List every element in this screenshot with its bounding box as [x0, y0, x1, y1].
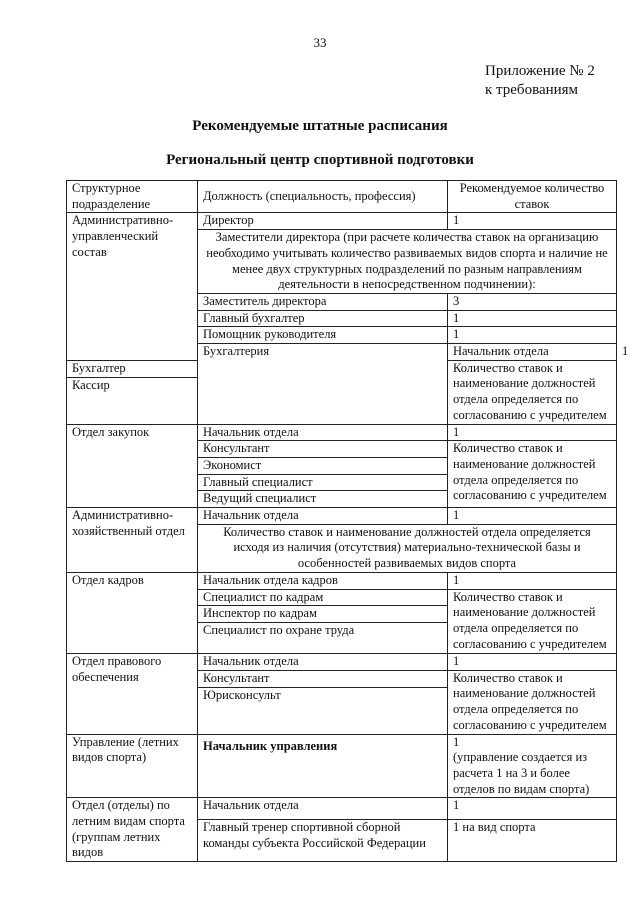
position-director: Директор: [198, 213, 448, 230]
position-hr-inspector: Инспектор по кадрам: [198, 606, 448, 623]
note-hr: Количество ставок и наименование должностей отдела определяется по согласованию с учредителем: [448, 589, 617, 653]
unit-procurement: Отдел закупок: [67, 424, 198, 508]
table-row: [67, 734, 617, 798]
position-procurement-head: Начальник отдела: [198, 424, 448, 441]
note-accounting: Количество ставок и наименование должностей отдела определяется по согласованию с учредителем: [448, 360, 617, 424]
position-deputy: Заместитель директора: [198, 293, 448, 310]
page-number: 33: [313, 35, 327, 50]
count-ahd-head: 1: [448, 508, 617, 525]
position-economist: Экономист: [198, 457, 448, 474]
position-accountant: Бухгалтер: [67, 360, 198, 377]
count-procurement-head: 1: [448, 424, 617, 441]
note-deputies: Заместители директора (при расчете количества ставок на организацию необходимо учитывать количество развиваемых видов спорта и наличие не менее двух структурных подразделений по разным направлениям деятельности в непосредственном подчинении):: [198, 230, 617, 294]
table-row: [67, 653, 617, 670]
note-ahd: Количество ставок и наименование должностей отдела определяется исходя из наличия (отсутствия) материально-технической базы и особенностей развиваемых видов спорта: [198, 524, 617, 572]
count-chief-accountant: 1: [448, 310, 617, 327]
table-row: Бухгалтерия Начальник отдела 1: [67, 344, 617, 361]
header-position: Должность (специальность, профессия): [198, 181, 448, 213]
position-assistant: Помощник руководителя: [198, 327, 448, 344]
position-summer-dept-head: Начальник отдела: [198, 798, 448, 820]
position-hr-specialist: Специалист по кадрам: [198, 589, 448, 606]
count-head-coach: 1 на вид спорта: [448, 820, 617, 862]
count-director: 1: [448, 213, 617, 230]
unit-ahd: Административно-хозяйственный отдел: [67, 508, 198, 573]
header-unit: Структурное подразделение: [67, 181, 198, 213]
staffing-table: [66, 180, 629, 862]
position-accounting-head: Начальник отдела: [448, 344, 617, 361]
count-hr-head: 1: [448, 572, 617, 589]
count-management-value: 1: [453, 734, 460, 749]
position-cashier: Кассир: [67, 377, 198, 424]
count-management: [448, 734, 617, 798]
count-summer-dept-head: 1: [448, 798, 617, 820]
position-head-coach: Главный тренер спортивной сборной команды субъекта Российской Федерации: [198, 820, 448, 862]
document-subtitle: Региональный центр спортивной подготовки: [166, 152, 474, 168]
table-row: [67, 798, 617, 820]
position-safety-specialist: Специалист по охране труда: [198, 622, 448, 653]
count-legal-head: 1: [448, 653, 617, 670]
position-chief-specialist: Главный специалист: [198, 474, 448, 491]
position-consultant: Консультант: [198, 441, 448, 458]
count-assistant: 1: [448, 327, 617, 344]
table-row: [67, 572, 617, 589]
unit-summer-management: Управление (летних видов спорта): [67, 734, 198, 798]
position-management-head: Начальник управления: [198, 734, 448, 798]
header-count: Рекомендуемое количество ставок: [448, 181, 617, 213]
unit-legal: Отдел правового обеспечения: [67, 653, 198, 734]
appendix-line-1: Приложение № 2: [485, 63, 595, 79]
position-jurist: Юрисконсульт: [198, 687, 448, 734]
unit-hr: Отдел кадров: [67, 572, 198, 653]
table-row: [67, 213, 617, 230]
table-row: [67, 424, 617, 441]
count-management-note: (управление создается из расчета 1 на 3 и более отделов по видам спорта): [453, 750, 590, 796]
position-chief-accountant: Главный бухгалтер: [198, 310, 448, 327]
note-legal: Количество ставок и наименование должностей отдела определяется по согласованию с учредителем: [448, 670, 617, 734]
position-hr-head: Начальник отдела кадров: [198, 572, 448, 589]
table-header-row: [67, 181, 617, 213]
appendix-label: [485, 62, 595, 100]
appendix-line-2: к требованиям: [485, 82, 579, 98]
note-procurement: Количество ставок и наименование должностей отдела определяется по согласованию с учредителем: [448, 441, 617, 508]
unit-summer-departments: Отдел (отделы) по летним видам спорта (группам летних видов: [67, 798, 198, 862]
table-row: [67, 508, 617, 525]
count-deputy: 3: [448, 293, 617, 310]
unit-accounting: Бухгалтерия: [198, 344, 448, 425]
position-legal-consultant: Консультант: [198, 670, 448, 687]
position-lead-specialist: Ведущий специалист: [198, 491, 448, 508]
document-title: Рекомендуемые штатные расписания: [192, 118, 448, 134]
unit-admin: Административно-управленческий состав: [67, 213, 198, 360]
position-legal-head: Начальник отдела: [198, 653, 448, 670]
position-ahd-head: Начальник отдела: [198, 508, 448, 525]
